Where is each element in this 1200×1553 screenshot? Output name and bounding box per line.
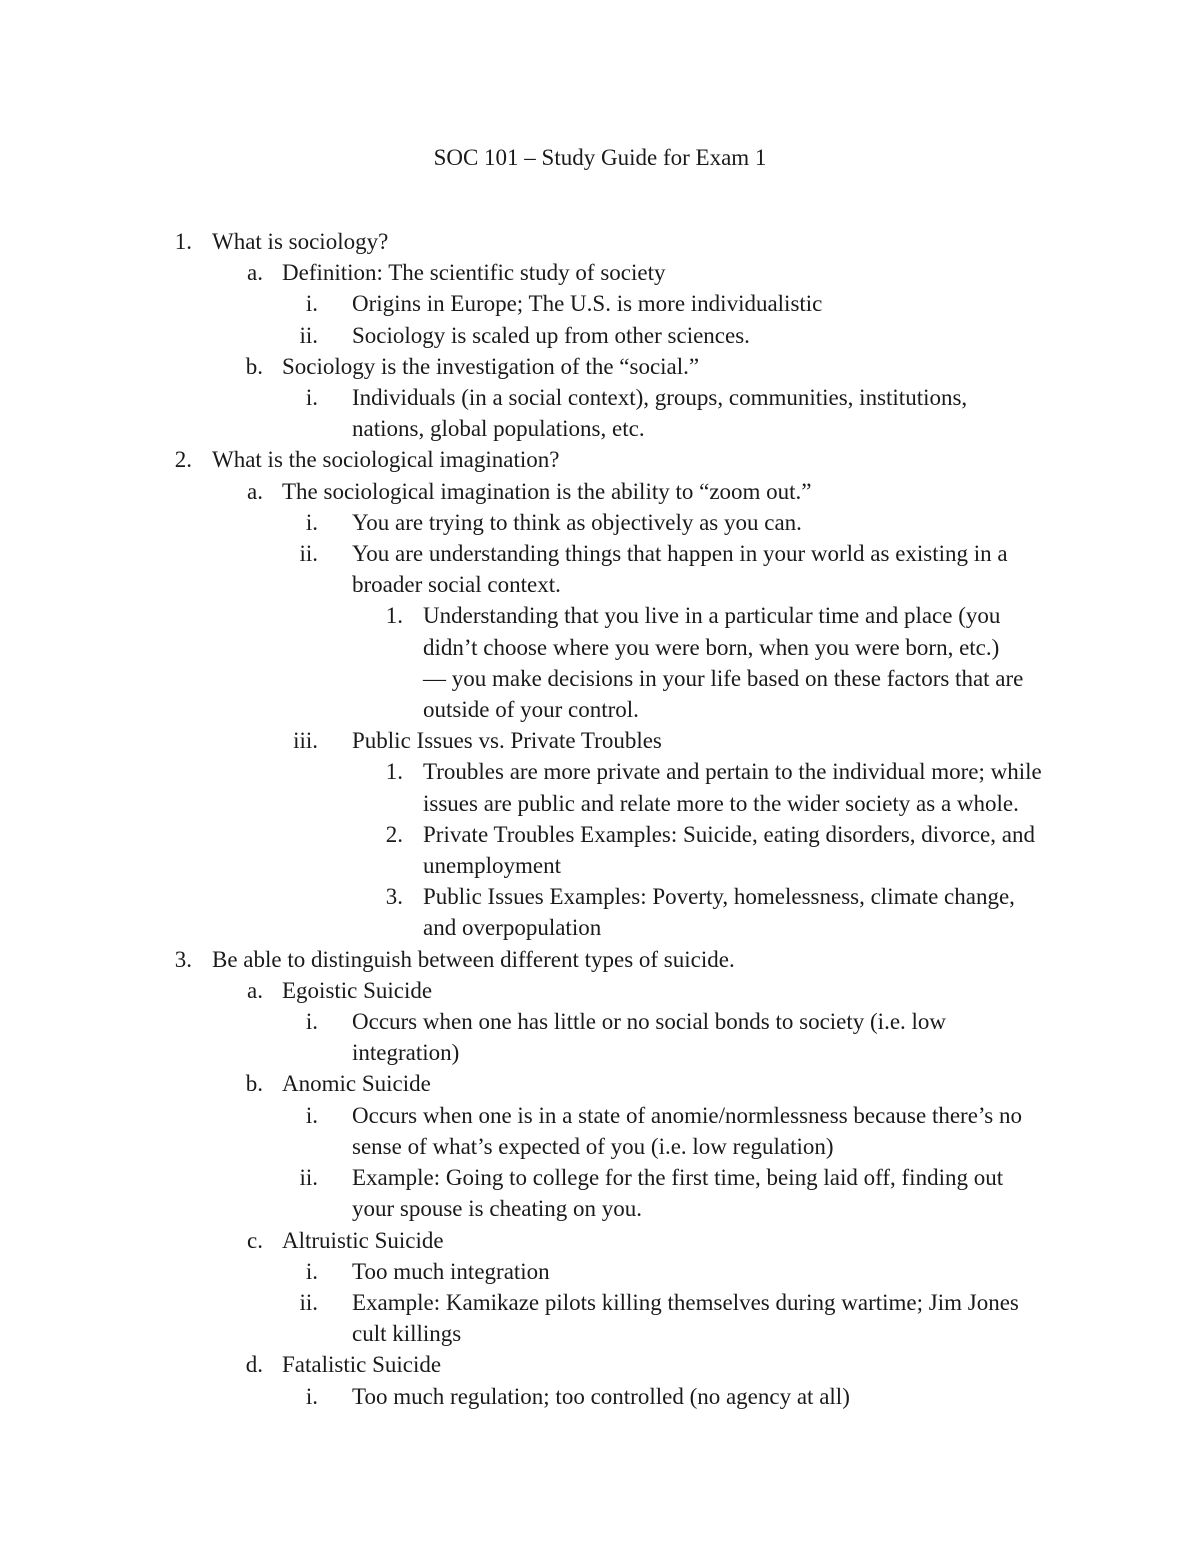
outline-text-line: Egoistic Suicide [282, 977, 433, 1003]
outline-text-line: and overpopulation [423, 915, 602, 941]
outline-item-level-3 [0, 1381, 1200, 1412]
outline-item-level-4 [0, 819, 1200, 881]
outline-item-level-3 [0, 1162, 1200, 1224]
outline-text-line: integration) [352, 1040, 460, 1066]
outline-text-line: Too much integration [352, 1258, 550, 1284]
outline-marker: a. [247, 977, 263, 1003]
outline-item-level-3 [0, 288, 1200, 319]
outline-marker: 1. [385, 603, 403, 629]
outline-text-line: You are understanding things that happen in your world as existing in a [352, 541, 1008, 567]
outline-marker: ii. [299, 1289, 318, 1315]
outline-marker: ii. [299, 541, 318, 567]
outline-marker: 1. [174, 229, 192, 254]
outline-marker: 2. [385, 821, 403, 847]
outline-item-level-3 [0, 320, 1200, 351]
outline-text-line: Altruistic Suicide [282, 1227, 444, 1253]
outline-item-level-3 [0, 1006, 1200, 1068]
outline-text-line: issues are public and relate more to the wider society as a whole. [423, 790, 1019, 816]
outline-marker: i. [305, 1102, 318, 1128]
outline-marker: a. [247, 478, 263, 504]
outline-text-line: What is the sociological imagination? [212, 447, 560, 473]
outline-text-line: nations, global populations, etc. [352, 416, 645, 442]
outline-item-level-4 [0, 756, 1200, 818]
outline-text-line: outside of your control. [423, 697, 639, 723]
outline-text-line: Public Issues Examples: Poverty, homelessness, climate change, [423, 884, 1015, 910]
outline-text-line: — you make decisions in your life based on these factors that are [423, 665, 1024, 691]
outline-item-level-4 [0, 600, 1200, 725]
outline-item-level-2 [0, 1225, 1200, 1256]
outline-marker: 2. [174, 447, 192, 473]
outline-text-line: The sociological imagination is the ability to “zoom out.” [282, 478, 812, 504]
outline-marker: i. [305, 385, 318, 411]
outline-text-line: didn’t choose where you were born, when you were born, etc.) [423, 634, 1000, 660]
outline-marker: ii. [299, 322, 318, 348]
outline-item-level-3 [0, 1287, 1200, 1349]
outline-marker: i. [305, 1258, 318, 1284]
outline-item-level-4 [0, 881, 1200, 943]
outline-text-line: cult killings [352, 1321, 462, 1347]
outline-text-line: Anomic Suicide [282, 1071, 431, 1097]
outline-text-line: Public Issues vs. Private Troubles [352, 728, 662, 754]
outline-text-line: Private Troubles Examples: Suicide, eating disorders, divorce, and [423, 821, 1035, 847]
outline-item-level-1 [0, 944, 1200, 975]
outline-text-line: sense of what’s expected of you (i.e. low regulation) [352, 1133, 834, 1159]
outline-marker: b. [245, 1071, 263, 1097]
outline-marker: 1. [385, 759, 403, 785]
outline-text-line: Occurs when one is in a state of anomie/normlessness because there’s no [352, 1102, 1022, 1128]
outline-item-level-2 [0, 257, 1200, 288]
outline-item-level-2 [0, 1068, 1200, 1099]
outline-item-level-2 [0, 1349, 1200, 1380]
document-title: SOC 101 – Study Guide for Exam 1 [433, 145, 767, 170]
outline-marker: d. [245, 1352, 263, 1378]
outline-item-level-1 [0, 226, 1200, 257]
outline-text-line: What is sociology? [212, 229, 389, 254]
study-guide-outline [0, 226, 1200, 1412]
outline-text-line: Example: Going to college for the first time, being laid off, finding out [352, 1165, 1004, 1191]
outline-marker: a. [247, 260, 263, 286]
outline-text-line: Troubles are more private and pertain to the individual more; while [423, 759, 1042, 785]
outline-item-level-3 [0, 507, 1200, 538]
outline-text-line: Definition: The scientific study of society [282, 260, 666, 286]
outline-marker: i. [305, 1009, 318, 1035]
outline-text-line: unemployment [423, 853, 561, 879]
outline-item-level-2 [0, 476, 1200, 507]
outline-text-line: your spouse is cheating on you. [352, 1196, 643, 1222]
outline-text-line: Sociology is scaled up from other sciences. [352, 322, 750, 348]
outline-marker: 3. [174, 946, 192, 972]
outline-item-level-2 [0, 975, 1200, 1006]
outline-marker: i. [305, 1383, 318, 1409]
outline-item-level-3 [0, 382, 1200, 444]
outline-marker: c. [247, 1227, 263, 1253]
outline-text-line: Understanding that you live in a particular time and place (you [423, 603, 1001, 629]
outline-item-level-3 [0, 725, 1200, 756]
outline-item-level-3 [0, 538, 1200, 600]
outline-marker: ii. [299, 1165, 318, 1191]
outline-item-level-2 [0, 351, 1200, 382]
outline-marker: iii. [293, 728, 318, 754]
outline-text-line: Example: Kamikaze pilots killing themselves during wartime; Jim Jones [352, 1289, 1019, 1315]
outline-marker: i. [305, 509, 318, 535]
outline-text-line: broader social context. [352, 572, 561, 598]
outline-text-line: Individuals (in a social context), groups, communities, institutions, [352, 385, 968, 411]
outline-item-level-1 [0, 444, 1200, 475]
outline-item-level-3 [0, 1256, 1200, 1287]
outline-marker: i. [305, 291, 318, 317]
outline-marker: b. [245, 353, 263, 379]
outline-marker: 3. [385, 884, 403, 910]
outline-text-line: Be able to distinguish between different types of suicide. [212, 946, 735, 972]
outline-text-line: Fatalistic Suicide [282, 1352, 442, 1378]
outline-text-line: Too much regulation; too controlled (no agency at all) [352, 1383, 850, 1409]
outline-item-level-3 [0, 1100, 1200, 1162]
outline-text-line: Occurs when one has little or no social bonds to society (i.e. low [352, 1009, 947, 1035]
outline-text-line: Origins in Europe; The U.S. is more individualistic [352, 291, 823, 317]
outline-text-line: Sociology is the investigation of the “social.” [282, 353, 700, 379]
outline-text-line: You are trying to think as objectively as you can. [352, 509, 802, 535]
